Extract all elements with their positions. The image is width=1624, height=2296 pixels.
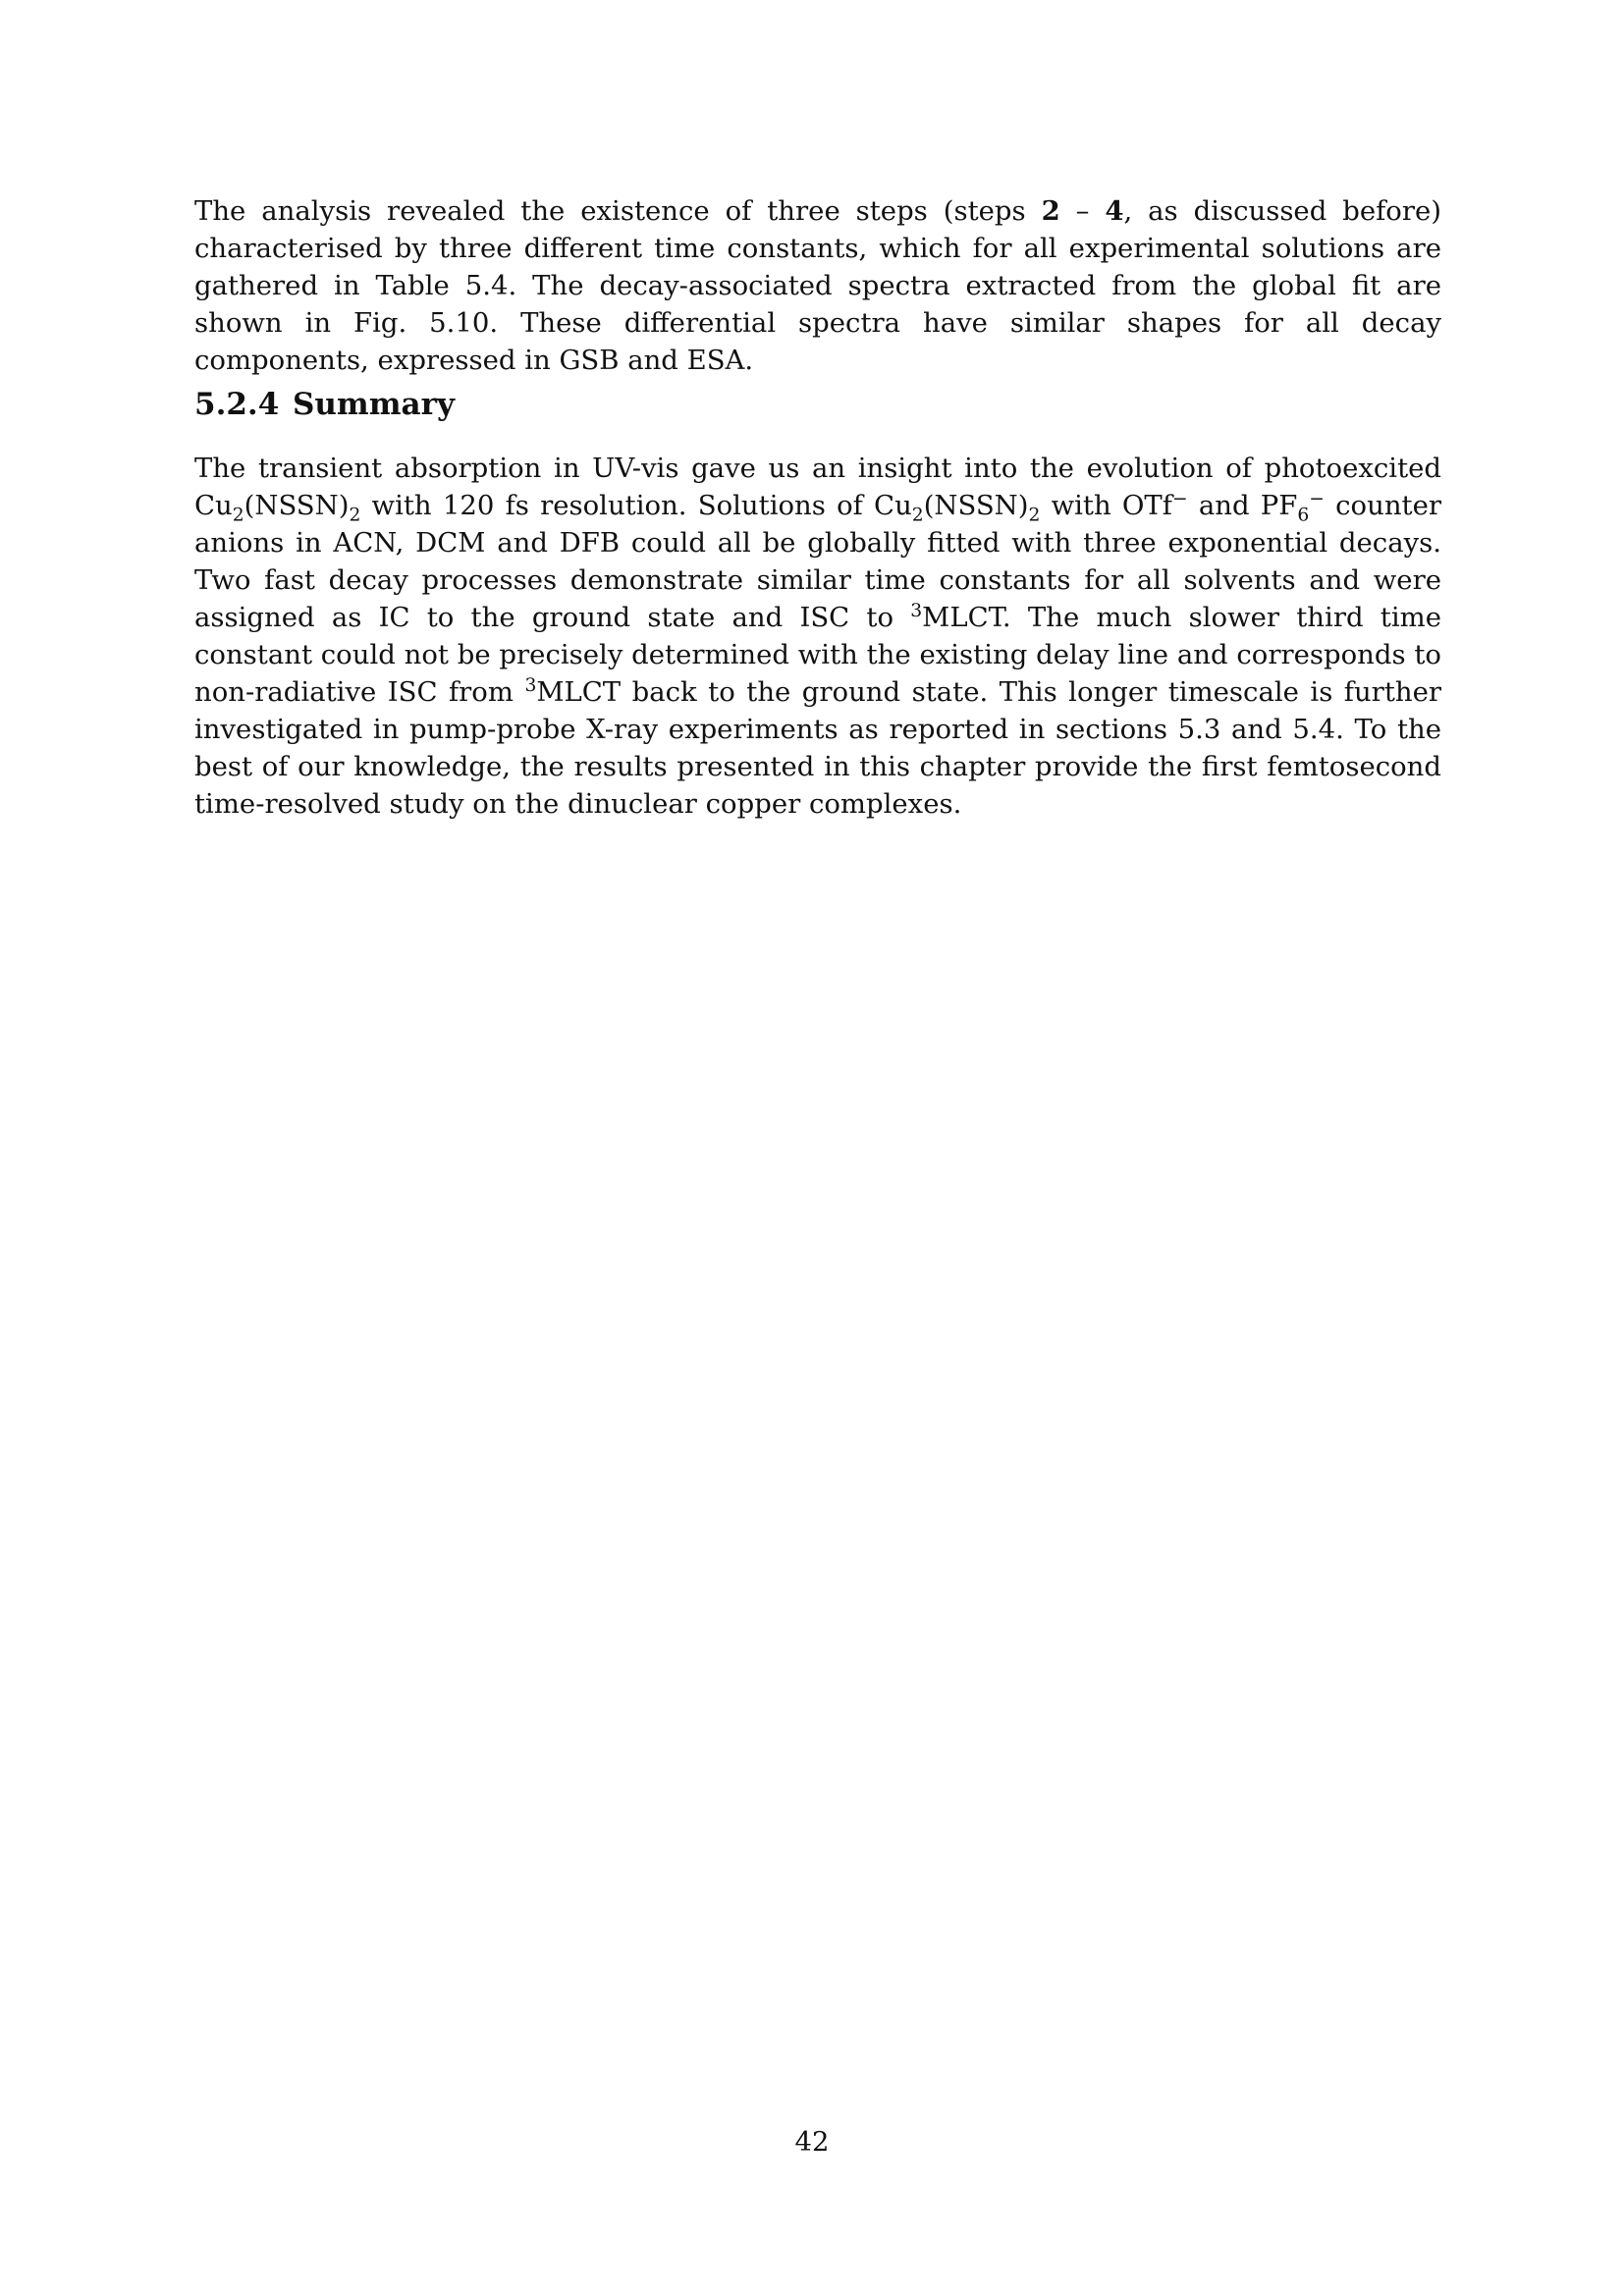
page-number: 42 [794, 2126, 830, 2158]
paragraph-summary: The transient absorption in UV-vis gave us an insight into the evolution of photoexcited $Cu_2(NSSN)_2$ with 120 fs resolution. Solutions of $Cu_2(NSSN)_2$ with OTf− and $PF_6^-$ counter anions in ACN, DCM and DFB could all be globally fitted with three exponential decays. Two fast decay processes demonstrate similar time constants for all solvents and were assigned as IC to the ground state and ISC to $^3$MLCT. The much slower third time constant could not be precisely determined with the existing delay line and corresponds to non-radiative ISC from $^3$MLCT back to the ground state. This longer timescale is further investigated in pump-probe X-ray experiments as reported in sections 5.3 and 5.4. To the best of our knowledge, the results presented in this chapter provide the first femtosecond time-resolved study on the dinuclear copper complexes. [194, 453, 1442, 820]
section-heading [194, 385, 455, 424]
page-body [194, 192, 1441, 379]
section-number: 5.2.4 [194, 387, 280, 422]
summary-body [194, 450, 1441, 823]
section-title: Summary [293, 387, 455, 422]
step-number-4: 4 [1105, 195, 1124, 227]
step-number-2: 2 [1041, 195, 1060, 227]
paragraph-analysis: The analysis revealed the existence of three steps (steps 2 – 4, as discussed before) characterised by three different time constants, which for all experimental solutions are gathered in Table 5.4. The decay-associated spectra extracted from the global fit are shown in Fig. 5.10. These differential spectra have similar shapes for all decay components, expressed in GSB and ESA. [194, 195, 1442, 376]
